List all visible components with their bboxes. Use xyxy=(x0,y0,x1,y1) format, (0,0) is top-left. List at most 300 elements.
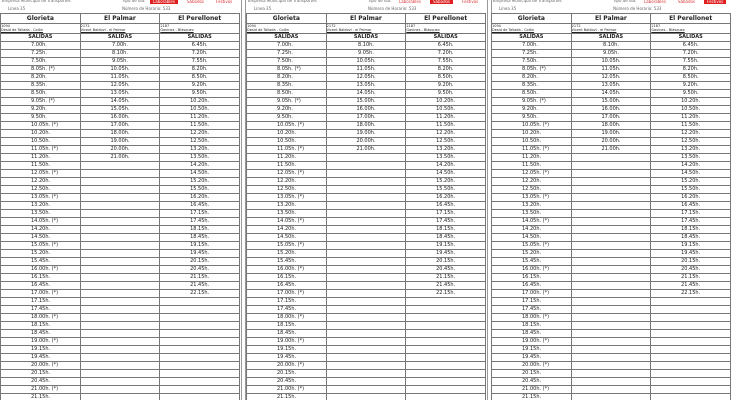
departure-time-glorieta: 19.00h. (*) xyxy=(492,338,572,346)
table-row xyxy=(1,354,240,362)
stop-street-link[interactable]: Desid de Tallada - Colón xyxy=(247,28,290,32)
table-row xyxy=(247,386,486,394)
table-row xyxy=(1,154,240,162)
departure-time-glorieta: 17.45h. xyxy=(247,306,327,314)
departure-time-glorieta: 7.50h. xyxy=(1,58,81,66)
departure-time-palmar: 12.05h. xyxy=(571,74,651,82)
departure-time-perellonet xyxy=(651,322,731,330)
departure-time-perellonet xyxy=(160,338,240,346)
salidas-header: SALIDAS xyxy=(1,34,81,42)
table-row xyxy=(247,322,486,330)
table-row xyxy=(1,322,240,330)
departure-time-perellonet: 6.45h. xyxy=(406,42,486,50)
departure-time-palmar xyxy=(326,346,406,354)
departure-time-glorieta: 7.25h. xyxy=(492,50,572,58)
day-option-laborables[interactable]: Laborables xyxy=(399,0,421,4)
table-row xyxy=(492,346,731,354)
day-type-options xyxy=(150,0,235,4)
departure-time-palmar xyxy=(80,210,160,218)
departure-time-palmar: 8.10h. xyxy=(571,42,651,50)
table-row xyxy=(247,218,486,226)
table-row xyxy=(247,106,486,114)
departure-time-perellonet: 21.15h. xyxy=(651,274,731,282)
departure-time-perellonet: 20.45h. xyxy=(406,266,486,274)
departure-time-glorieta: 12.05h. (*) xyxy=(492,170,572,178)
departure-time-palmar xyxy=(326,386,406,394)
departure-time-perellonet: 20.15h. xyxy=(406,258,486,266)
departure-time-palmar xyxy=(326,362,406,370)
departure-time-palmar: 19.00h. xyxy=(80,138,160,146)
departure-time-perellonet xyxy=(651,394,731,400)
departure-time-palmar: 10.05h. xyxy=(326,58,406,66)
table-row xyxy=(492,130,731,138)
table-row xyxy=(1,226,240,234)
table-row xyxy=(492,106,731,114)
departure-time-perellonet: 17.45h. xyxy=(651,218,731,226)
departure-time-perellonet: 8.50h. xyxy=(160,74,240,82)
departure-time-palmar xyxy=(80,266,160,274)
departure-time-glorieta: 8.50h. xyxy=(492,90,572,98)
departure-time-perellonet: 14.20h. xyxy=(406,162,486,170)
table-row xyxy=(247,250,486,258)
departure-time-glorieta: 18.15h. xyxy=(1,322,81,330)
day-option-sabados[interactable]: Sábados xyxy=(186,0,205,4)
departure-time-glorieta: 7.25h. xyxy=(1,50,81,58)
departure-time-palmar xyxy=(571,330,651,338)
departure-time-perellonet: 14.20h. xyxy=(651,162,731,170)
departure-time-perellonet: 16.45h. xyxy=(651,202,731,210)
departure-time-palmar: 21.00h. xyxy=(80,154,160,162)
stop-street-link[interactable]: Gavines - Blàsquez xyxy=(160,28,194,32)
table-row xyxy=(247,74,486,82)
stop-street-link[interactable]: Vicent Baldoví - el Palmar xyxy=(80,28,126,32)
departure-time-palmar xyxy=(80,218,160,226)
table-row xyxy=(247,354,486,362)
departure-time-palmar xyxy=(571,346,651,354)
table-row xyxy=(247,122,486,130)
departure-time-palmar xyxy=(571,178,651,186)
stop-header-perellonet: El Perellonet xyxy=(160,14,240,24)
departure-time-perellonet xyxy=(651,306,731,314)
departure-time-perellonet: 21.15h. xyxy=(406,274,486,282)
departure-time-palmar xyxy=(326,394,406,400)
departure-time-glorieta: 21.15h. xyxy=(1,394,81,400)
departure-time-glorieta: 16.15h. xyxy=(247,274,327,282)
stop-code: 1094 xyxy=(492,24,501,28)
table-row xyxy=(247,138,486,146)
departure-time-palmar xyxy=(80,234,160,242)
stop-street-link[interactable]: Desid de Tallada - Colón xyxy=(1,28,44,32)
departure-time-glorieta: 11.20h. xyxy=(247,154,327,162)
departure-time-palmar xyxy=(571,290,651,298)
departure-time-palmar xyxy=(326,210,406,218)
table-row xyxy=(492,218,731,226)
day-option-festivos[interactable]: Festivos xyxy=(462,0,479,4)
departure-time-perellonet: 7.55h. xyxy=(406,58,486,66)
table-row xyxy=(1,370,240,378)
departure-time-palmar xyxy=(326,154,406,162)
day-option-laborables[interactable]: Laborables xyxy=(644,0,666,4)
table-row xyxy=(492,306,731,314)
departure-time-glorieta: 17.45h. xyxy=(1,306,81,314)
departure-time-glorieta: 12.05h. (*) xyxy=(247,170,327,178)
departure-time-palmar xyxy=(571,186,651,194)
stop-header-glorieta: Glorieta xyxy=(492,14,572,24)
departure-time-perellonet xyxy=(406,370,486,378)
departure-time-perellonet: 19.45h. xyxy=(651,250,731,258)
departure-time-glorieta: 15.45h. xyxy=(492,258,572,266)
departure-time-perellonet: 7.20h. xyxy=(406,50,486,58)
schedule-number: Número de Horario: 533 xyxy=(613,6,662,11)
departure-time-glorieta: 18.45h. xyxy=(1,330,81,338)
stop-info-palmar xyxy=(80,24,160,34)
departure-time-palmar: 9.05h. xyxy=(571,50,651,58)
departure-time-perellonet: 10.50h. xyxy=(160,106,240,114)
departure-time-glorieta: 11.50h. xyxy=(1,162,81,170)
departure-time-palmar xyxy=(80,314,160,322)
departure-time-perellonet: 21.15h. xyxy=(160,274,240,282)
departure-time-glorieta: 20.45h. xyxy=(492,378,572,386)
agency-name: Empresa Municipal de Transportes xyxy=(248,0,317,3)
departure-time-glorieta: 14.05h. (*) xyxy=(247,218,327,226)
departure-time-glorieta: 20.45h. xyxy=(247,378,327,386)
departure-time-perellonet: 7.20h. xyxy=(651,50,731,58)
departure-time-palmar xyxy=(571,234,651,242)
departure-time-perellonet xyxy=(651,378,731,386)
departure-time-palmar xyxy=(571,274,651,282)
departure-time-glorieta: 17.00h. (*) xyxy=(1,290,81,298)
table-row xyxy=(1,346,240,354)
departure-time-perellonet xyxy=(160,330,240,338)
departure-time-palmar xyxy=(326,314,406,322)
departure-time-perellonet: 16.45h. xyxy=(160,202,240,210)
table-row xyxy=(247,338,486,346)
departure-time-perellonet: 11.20h. xyxy=(651,114,731,122)
departure-time-palmar xyxy=(80,162,160,170)
table-row xyxy=(492,146,731,154)
departure-time-glorieta: 21.00h. (*) xyxy=(247,386,327,394)
table-row xyxy=(1,274,240,282)
departure-time-perellonet: 14.20h. xyxy=(160,162,240,170)
departure-time-palmar xyxy=(571,378,651,386)
table-row xyxy=(1,330,240,338)
departure-time-perellonet: 16.20h. xyxy=(651,194,731,202)
departure-time-perellonet: 6.45h. xyxy=(651,42,731,50)
departure-time-palmar xyxy=(80,346,160,354)
departure-time-glorieta: 20.00h. (*) xyxy=(247,362,327,370)
table-row xyxy=(1,378,240,386)
departure-time-perellonet: 20.15h. xyxy=(651,258,731,266)
table-row xyxy=(247,90,486,98)
departure-time-glorieta: 20.00h. (*) xyxy=(1,362,81,370)
stop-code: 1094 xyxy=(1,24,10,28)
table-row xyxy=(247,66,486,74)
schedule-meta xyxy=(0,0,240,13)
stop-info-glorieta xyxy=(247,24,327,34)
departure-time-perellonet xyxy=(160,378,240,386)
table-row xyxy=(492,74,731,82)
departure-time-perellonet xyxy=(406,346,486,354)
departure-time-perellonet xyxy=(651,346,731,354)
departure-time-palmar xyxy=(326,162,406,170)
departure-time-glorieta: 20.15h. xyxy=(492,370,572,378)
table-row xyxy=(492,394,731,400)
departure-time-glorieta: 12.05h. (*) xyxy=(1,170,81,178)
departure-time-perellonet xyxy=(406,386,486,394)
table-row xyxy=(1,138,240,146)
departure-time-glorieta: 8.20h. xyxy=(492,74,572,82)
day-type-options xyxy=(641,0,726,4)
departure-time-palmar: 20.00h. xyxy=(80,146,160,154)
departure-time-perellonet: 17.15h. xyxy=(651,210,731,218)
departure-time-glorieta: 18.00h. (*) xyxy=(1,314,81,322)
table-row xyxy=(1,74,240,82)
day-option-sabados[interactable]: Sábados xyxy=(677,0,696,4)
table-row xyxy=(492,378,731,386)
departure-time-perellonet: 12.20h. xyxy=(651,130,731,138)
departure-time-glorieta: 10.20h. xyxy=(1,130,81,138)
table-row xyxy=(492,122,731,130)
departure-time-glorieta: 18.00h. (*) xyxy=(492,314,572,322)
stop-street-link[interactable]: Vicent Baldoví - el Palmar xyxy=(326,28,372,32)
departure-time-glorieta: 18.45h. xyxy=(492,330,572,338)
departure-time-palmar xyxy=(571,250,651,258)
departure-time-perellonet xyxy=(160,362,240,370)
departure-time-perellonet: 21.45h. xyxy=(406,282,486,290)
stop-street-link[interactable]: Gavines - Blàsquez xyxy=(406,28,440,32)
salidas-header: SALIDAS xyxy=(651,34,731,42)
table-row xyxy=(1,234,240,242)
table-row xyxy=(492,386,731,394)
departure-time-glorieta: 12.50h. xyxy=(1,186,81,194)
stop-info-glorieta xyxy=(492,24,572,34)
departure-time-palmar: 8.10h. xyxy=(326,42,406,50)
departure-time-glorieta: 13.05h. (*) xyxy=(247,194,327,202)
departure-time-perellonet: 13.50h. xyxy=(651,154,731,162)
stop-info-glorieta xyxy=(1,24,81,34)
departure-time-perellonet: 7.55h. xyxy=(160,58,240,66)
table-row xyxy=(247,282,486,290)
table-row xyxy=(247,378,486,386)
table-row xyxy=(492,186,731,194)
departure-time-glorieta: 16.00h. (*) xyxy=(247,266,327,274)
table-row xyxy=(247,290,486,298)
table-row xyxy=(492,170,731,178)
table-row xyxy=(247,194,486,202)
departure-time-glorieta: 13.20h. xyxy=(247,202,327,210)
departure-time-palmar: 20.00h. xyxy=(571,138,651,146)
table-row xyxy=(492,138,731,146)
departure-time-perellonet xyxy=(406,306,486,314)
departure-time-perellonet: 8.20h. xyxy=(651,66,731,74)
departure-time-perellonet: 19.45h. xyxy=(160,250,240,258)
departure-time-perellonet: 8.50h. xyxy=(406,74,486,82)
departure-time-glorieta: 14.50h. xyxy=(247,234,327,242)
table-row xyxy=(247,298,486,306)
departure-time-perellonet xyxy=(160,298,240,306)
table-row xyxy=(1,122,240,130)
departure-time-perellonet: 15.20h. xyxy=(160,178,240,186)
table-row xyxy=(492,66,731,74)
departure-time-glorieta: 15.05h. (*) xyxy=(1,242,81,250)
departure-time-perellonet: 13.20h. xyxy=(406,146,486,154)
departure-time-palmar xyxy=(326,170,406,178)
departure-time-perellonet: 14.50h. xyxy=(160,170,240,178)
departure-time-perellonet xyxy=(160,370,240,378)
stop-header-palmar: El Palmar xyxy=(571,14,651,24)
departure-time-palmar xyxy=(80,378,160,386)
stop-street-link[interactable]: Gavines - Blàsquez xyxy=(651,28,685,32)
departure-time-perellonet: 6.45h. xyxy=(160,42,240,50)
table-row xyxy=(492,82,731,90)
table-row xyxy=(492,226,731,234)
schedule-number: Número de Horario: 533 xyxy=(122,6,171,11)
departure-time-perellonet: 11.20h. xyxy=(160,114,240,122)
salidas-header: SALIDAS xyxy=(571,34,651,42)
departure-time-glorieta: 19.15h. xyxy=(492,346,572,354)
table-row xyxy=(247,50,486,58)
departure-time-palmar xyxy=(80,170,160,178)
departure-time-palmar xyxy=(80,386,160,394)
departure-time-palmar xyxy=(571,194,651,202)
stop-info-perellonet xyxy=(651,24,731,34)
day-type-label: Tipo de día: xyxy=(122,0,146,3)
departure-time-palmar: 16.00h. xyxy=(571,106,651,114)
day-option-festivos[interactable]: Festivos xyxy=(704,0,726,4)
departure-time-palmar xyxy=(80,330,160,338)
departure-time-glorieta: 21.15h. xyxy=(492,394,572,400)
departure-time-palmar: 17.00h. xyxy=(571,114,651,122)
departure-time-glorieta: 15.20h. xyxy=(1,250,81,258)
departure-time-glorieta: 11.05h. (*) xyxy=(247,146,327,154)
departure-time-glorieta: 10.20h. xyxy=(492,130,572,138)
departure-time-palmar xyxy=(80,290,160,298)
departure-time-perellonet: 10.20h. xyxy=(160,98,240,106)
stop-code: 2172 xyxy=(80,24,90,28)
departure-time-glorieta: 14.20h. xyxy=(492,226,572,234)
departure-time-palmar xyxy=(326,290,406,298)
table-row xyxy=(247,162,486,170)
departure-time-palmar xyxy=(571,386,651,394)
departure-time-glorieta: 13.05h. (*) xyxy=(1,194,81,202)
departure-time-glorieta: 10.20h. xyxy=(247,130,327,138)
departure-time-perellonet: 18.15h. xyxy=(651,226,731,234)
departure-time-palmar xyxy=(326,202,406,210)
departure-time-palmar: 18.00h. xyxy=(80,130,160,138)
departure-time-palmar: 19.00h. xyxy=(326,130,406,138)
departure-time-palmar: 17.00h. xyxy=(80,122,160,130)
departure-time-perellonet xyxy=(651,362,731,370)
departure-time-palmar xyxy=(571,322,651,330)
table-row xyxy=(247,178,486,186)
day-option-sabados[interactable]: Sábados xyxy=(430,0,453,4)
departure-time-glorieta: 13.50h. xyxy=(492,210,572,218)
departure-time-perellonet: 9.50h. xyxy=(651,90,731,98)
departure-time-glorieta: 12.50h. xyxy=(492,186,572,194)
departure-time-perellonet xyxy=(406,394,486,400)
table-row xyxy=(1,290,240,298)
table-row xyxy=(247,130,486,138)
departure-time-glorieta: 13.20h. xyxy=(1,202,81,210)
departure-time-glorieta: 21.00h. (*) xyxy=(1,386,81,394)
schedule-meta xyxy=(246,0,486,13)
departure-time-palmar: 11.05h. xyxy=(571,66,651,74)
departure-time-perellonet xyxy=(406,298,486,306)
departure-time-glorieta: 11.50h. xyxy=(492,162,572,170)
stop-street-link[interactable]: Vicent Baldoví - el Palmar xyxy=(571,28,617,32)
departure-time-perellonet: 14.50h. xyxy=(406,170,486,178)
departure-time-perellonet: 11.50h. xyxy=(406,122,486,130)
departure-time-glorieta: 15.20h. xyxy=(492,250,572,258)
line-label: Línea 35 xyxy=(499,6,517,11)
departure-time-glorieta: 8.50h. xyxy=(247,90,327,98)
departure-time-glorieta: 8.20h. xyxy=(247,74,327,82)
departure-time-palmar: 14.05h. xyxy=(80,98,160,106)
departure-time-glorieta: 9.05h. (*) xyxy=(247,98,327,106)
departure-time-palmar xyxy=(80,354,160,362)
departure-time-glorieta: 9.50h. xyxy=(1,114,81,122)
departure-time-palmar xyxy=(571,258,651,266)
day-type-label: Tipo de día: xyxy=(368,0,392,3)
departure-time-perellonet xyxy=(651,314,731,322)
departure-time-glorieta: 13.50h. xyxy=(247,210,327,218)
departure-time-glorieta: 16.45h. xyxy=(492,282,572,290)
stop-info-palmar xyxy=(326,24,406,34)
departure-time-perellonet: 13.20h. xyxy=(651,146,731,154)
table-row xyxy=(247,42,486,50)
departure-time-perellonet: 16.45h. xyxy=(406,202,486,210)
departure-time-palmar: 21.00h. xyxy=(571,146,651,154)
table-row xyxy=(492,114,731,122)
stop-header-glorieta: Glorieta xyxy=(247,14,327,24)
table-row xyxy=(247,98,486,106)
departure-time-glorieta: 13.05h. (*) xyxy=(492,194,572,202)
departure-time-perellonet: 12.20h. xyxy=(406,130,486,138)
departure-time-palmar xyxy=(571,210,651,218)
stop-code: 2172 xyxy=(326,24,336,28)
table-row xyxy=(1,306,240,314)
departure-time-palmar xyxy=(571,226,651,234)
departure-time-palmar xyxy=(80,226,160,234)
departure-time-palmar: 13.05h. xyxy=(80,90,160,98)
departure-time-perellonet xyxy=(160,346,240,354)
stop-info-palmar xyxy=(571,24,651,34)
departure-time-glorieta: 16.15h. xyxy=(492,274,572,282)
table-row xyxy=(492,178,731,186)
table-row xyxy=(247,242,486,250)
departure-time-palmar xyxy=(326,330,406,338)
day-option-laborables[interactable]: Laborables xyxy=(150,0,178,4)
departure-time-perellonet: 10.20h. xyxy=(651,98,731,106)
departure-time-palmar: 13.05h. xyxy=(326,82,406,90)
departure-time-palmar xyxy=(80,258,160,266)
stop-code: 2172 xyxy=(571,24,581,28)
salidas-header: SALIDAS xyxy=(160,34,240,42)
stop-street-link[interactable]: Desid de Tallada - Colón xyxy=(492,28,535,32)
table-row xyxy=(492,258,731,266)
departure-time-palmar xyxy=(571,170,651,178)
departure-time-glorieta: 10.05h. (*) xyxy=(492,122,572,130)
day-option-festivos[interactable]: Festivos xyxy=(216,0,233,4)
day-type-label: Tipo de día: xyxy=(613,0,637,3)
departure-time-glorieta: 11.20h. xyxy=(1,154,81,162)
table-row xyxy=(247,330,486,338)
departure-time-palmar xyxy=(326,258,406,266)
table-row xyxy=(1,90,240,98)
departure-time-glorieta: 17.00h. (*) xyxy=(247,290,327,298)
departure-time-perellonet: 9.20h. xyxy=(406,82,486,90)
departure-time-palmar: 14.05h. xyxy=(326,90,406,98)
